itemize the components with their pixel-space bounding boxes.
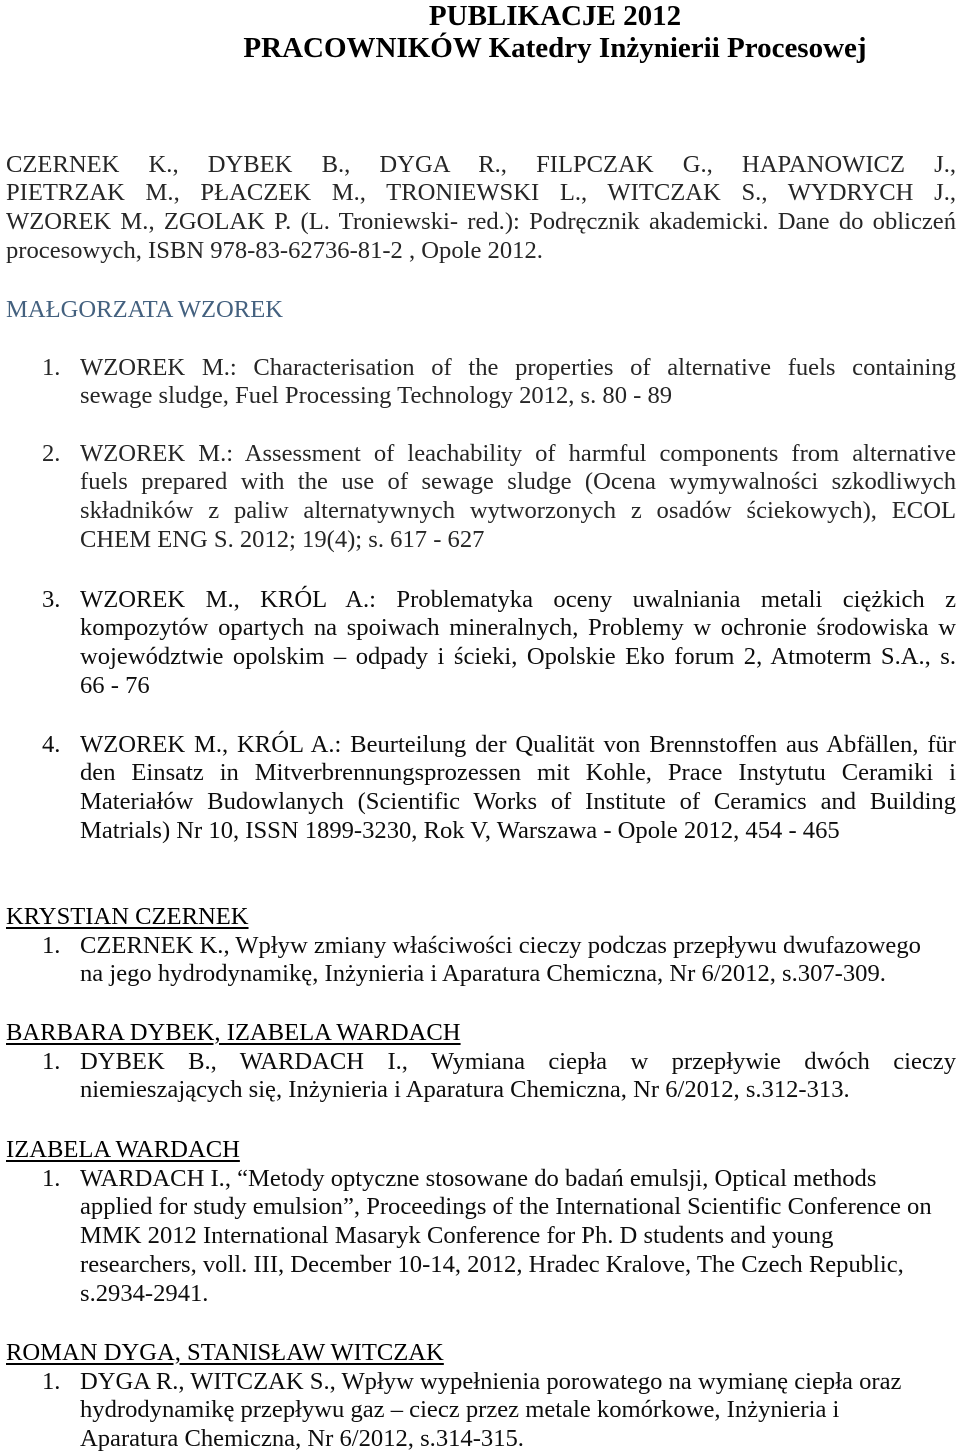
entry-line: Matrials) Nr 10, ISSN 1899-3230, Rok V, Warszawa - Opole 2012, 454 - 465 [80, 816, 840, 844]
publication-entry [42, 931, 956, 990]
intro-line: PIETRZAK M., PŁACZEK M., TRONIEWSKI L., WITCZAK S., WYDRYCH J., [6, 179, 956, 207]
publication-entry [42, 585, 956, 701]
section-heading-text: IZABELA WARDACH [6, 1135, 240, 1163]
section-heading-text: KRYSTIAN CZERNEK [6, 902, 249, 930]
entry-number: 1. [42, 1367, 61, 1395]
title-line-2: PRACOWNIKÓW Katedry Inżynierii Procesowej [243, 32, 867, 64]
title-line-1: PUBLIKACJE 2012 [428, 0, 682, 32]
entry-number: 1. [42, 931, 61, 959]
entry-line: WZOREK M.: Characterisation of the properties of alternative fuels containing [80, 353, 956, 381]
entry-number: 2. [42, 439, 61, 467]
entry-number: 1. [42, 353, 61, 381]
publication-entry [42, 1367, 956, 1454]
entry-line: 66 - 76 [80, 671, 150, 699]
publication-entry [42, 353, 956, 412]
publication-entry [42, 1047, 956, 1106]
intro-line: procesowych, ISBN 978-83-62736-81-2 , Opole 2012. [6, 236, 543, 264]
entry-number: 3. [42, 585, 61, 613]
entry-line: CHEM ENG S. 2012; 19(4); s. 617 - 627 [80, 525, 485, 553]
entry-lines [80, 586, 956, 701]
entry-lines [80, 932, 956, 990]
entry-line: sewage sludge, Fuel Processing Technology 2012, s. 80 - 89 [80, 382, 673, 410]
entry-lines [80, 354, 956, 412]
page-title [150, 0, 960, 64]
entry-line: s.2934-2941. [80, 1279, 209, 1307]
section-heading: MAŁGORZATA WZOREK [6, 295, 283, 323]
section-heading-text: ROMAN DYGA, STANISŁAW WITCZAK [6, 1338, 444, 1366]
entry-number: 1. [42, 1164, 61, 1192]
entry-line: DYGA R., WITCZAK S., Wpływ wypełnienia porowatego na wymianę ciepła oraz [80, 1367, 902, 1395]
entry-line: WARDACH I., “Metody optyczne stosowane do badań emulsji, Optical methods [80, 1164, 877, 1192]
entry-lines [80, 731, 956, 846]
section-heading [6, 903, 956, 932]
entry-lines [80, 1165, 956, 1309]
section-heading-text: BARBARA DYBEK, IZABELA WARDACH [6, 1018, 461, 1046]
entry-line: kompozytów opartych na spoiwach mineralnych, Problemy w ochronie środowiska w [80, 614, 956, 642]
section-heading [6, 1019, 956, 1048]
publication-entry [42, 1164, 956, 1309]
intro-lines [6, 151, 956, 266]
entry-lines [80, 1048, 956, 1106]
entry-line: Materiałów Budowlanych (Scientific Works of Institute of Ceramics and Building [80, 788, 956, 816]
entry-line: składników z paliw alternatywnych wytworzonych z osadów ściekowych), ECOL [80, 497, 956, 525]
entry-line: fuels prepared with the use of sewage sludge (Ocena wymywalności szkodliwych [80, 468, 956, 496]
entry-number: 1. [42, 1047, 61, 1075]
entry-line: Aparatura Chemiczna, Nr 6/2012, s.314-315. [80, 1425, 524, 1453]
entry-line: DYBEK B., WARDACH I., Wymiana ciepła w przepływie dwóch cieczy [80, 1047, 956, 1075]
entry-line: den Einsatz in Mitverbrennungsprozessen mit Kohle, Prace Instytutu Ceramiki i [80, 759, 956, 787]
publication-entry [42, 730, 956, 846]
entry-line: na jego hydrodynamikę, Inżynieria i Aparatura Chemiczna, Nr 6/2012, s.307-309. [80, 960, 886, 988]
publication-entry [42, 439, 956, 555]
entry-number: 4. [42, 730, 61, 758]
intro-line: CZERNEK K., DYBEK B., DYGA R., FILPCZAK G., HAPANOWICZ J., [6, 150, 956, 178]
entry-line: niemieszających się, Inżynieria i Aparatura Chemiczna, Nr 6/2012, s.312-313. [80, 1076, 850, 1104]
entry-lines [80, 440, 956, 555]
entry-line: WZOREK M., KRÓL A.: Problematyka oceny uwalniania metali ciężkich z [80, 585, 956, 613]
entry-line: hydrodynamikę przepływu gaz – ciecz przez metale komórkowe, Inżynieria i [80, 1396, 840, 1424]
entry-line: CZERNEK K., Wpływ zmiany właściwości cieczy podczas przepływu dwufazowego [80, 931, 921, 959]
entry-line: researchers, voll. III, December 10-14, 2012, Hradec Kralove, The Czech Republic, [80, 1250, 904, 1278]
intro-line: WZOREK M., ZGOLAK P. (L. Troniewski- red.): Podręcznik akademicki. Dane do obliczeń [6, 208, 956, 236]
entry-line: applied for study emulsion”, Proceedings of the International Scientific Conference on [80, 1193, 932, 1221]
section-heading [6, 1339, 956, 1368]
section-heading [6, 1136, 956, 1165]
entry-lines [80, 1368, 956, 1454]
entry-line: WZOREK M.: Assessment of leachability of harmful components from alternative [80, 439, 956, 467]
entry-line: WZOREK M., KRÓL A.: Beurteilung der Qualität von Brennstoffen aus Abfällen, für [80, 730, 956, 758]
intro-citation [6, 151, 956, 266]
entry-line: województwie opolskim – odpady i ścieki, Opolskie Eko forum 2, Atmoterm S.A., s. [80, 643, 956, 671]
entry-line: MMK 2012 International Masaryk Conference for Ph. D students and young [80, 1222, 834, 1250]
